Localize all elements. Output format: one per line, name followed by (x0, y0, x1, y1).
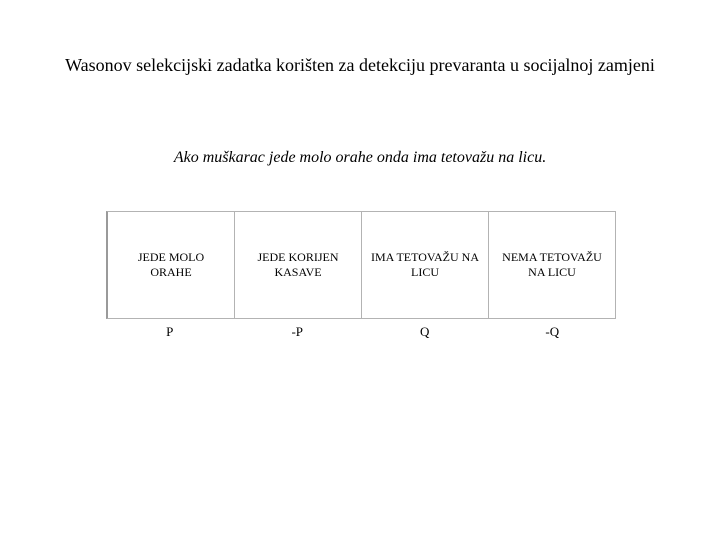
page-title: Wasonov selekcijski zadatka korišten za detekciju prevaranta u socijalnoj zamjeni (65, 55, 655, 75)
logic-symbol-not-q: -Q (545, 324, 560, 339)
card-not-q[interactable] (489, 212, 615, 318)
card-label: JEDE KORIJEN KASAVE (257, 250, 339, 279)
rule-statement: Ako muškarac jede molo orahe onda ima tetovažu na licu. (173, 149, 547, 166)
card-label: NEMA TETOVAŽU NA LICU (502, 250, 602, 279)
card-p[interactable] (108, 212, 235, 318)
logic-symbol-p: P (166, 324, 174, 339)
logic-symbol-not-p: -P (291, 324, 304, 339)
card-row (106, 211, 616, 319)
logic-symbols-row (106, 323, 616, 340)
card-label: JEDE MOLO ORAHE (137, 250, 205, 279)
logic-symbol-q: Q (420, 324, 430, 339)
card-q[interactable] (362, 212, 489, 318)
card-not-p[interactable] (235, 212, 362, 318)
card-label: IMA TETOVAŽU NA LICU (370, 250, 479, 279)
